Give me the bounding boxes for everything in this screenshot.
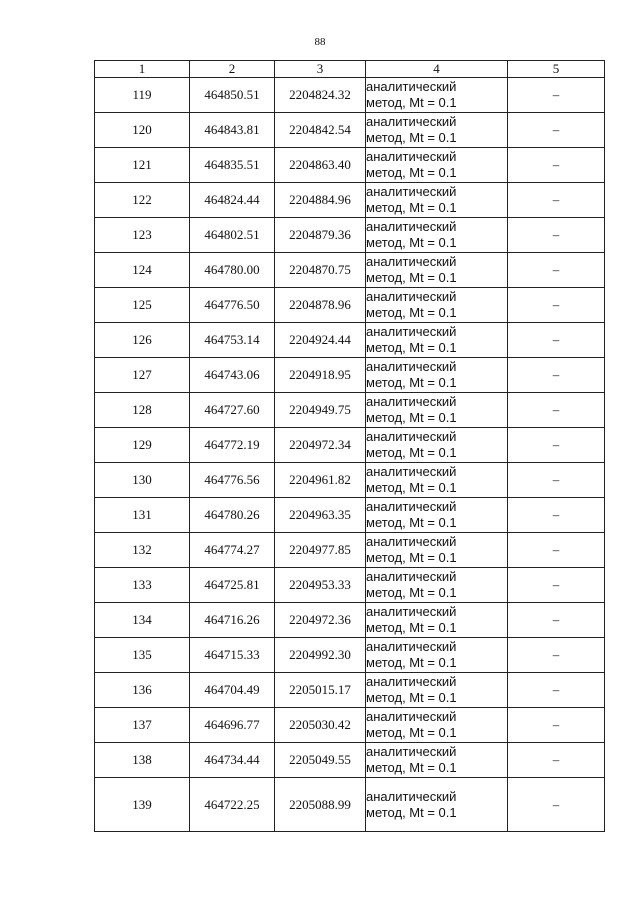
accuracy-dash: – [508, 148, 605, 183]
method-line-2: метод, Mt = 0.1 [366, 165, 457, 180]
accuracy-dash: – [508, 78, 605, 113]
method-line-1: аналитический [366, 429, 457, 444]
x-coordinate: 464753.14 [190, 323, 275, 358]
point-number: 131 [95, 498, 190, 533]
y-coordinate: 2204977.85 [275, 533, 366, 568]
point-number: 127 [95, 358, 190, 393]
accuracy-dash: – [508, 463, 605, 498]
y-coordinate: 2205015.17 [275, 673, 366, 708]
point-number: 138 [95, 743, 190, 778]
table-row [95, 323, 605, 358]
x-coordinate: 464722.25 [190, 778, 275, 832]
y-coordinate: 2205088.99 [275, 778, 366, 832]
method-line-2: метод, Mt = 0.1 [366, 760, 457, 775]
method-line-1: аналитический [366, 219, 457, 234]
x-coordinate: 464743.06 [190, 358, 275, 393]
x-coordinate: 464780.00 [190, 253, 275, 288]
y-coordinate: 2204972.34 [275, 428, 366, 463]
method-line-2: метод, Mt = 0.1 [366, 305, 457, 320]
method-cell [366, 743, 508, 778]
method-line-2: метод, Mt = 0.1 [366, 690, 457, 705]
coordinates-table [94, 60, 605, 832]
method-cell [366, 288, 508, 323]
method-line-1: аналитический [366, 639, 457, 654]
y-coordinate: 2204953.33 [275, 568, 366, 603]
y-coordinate: 2204879.36 [275, 218, 366, 253]
x-coordinate: 464843.81 [190, 113, 275, 148]
method-cell [366, 253, 508, 288]
accuracy-dash: – [508, 218, 605, 253]
x-coordinate: 464835.51 [190, 148, 275, 183]
method-line-2: метод, Mt = 0.1 [366, 620, 457, 635]
point-number: 139 [95, 778, 190, 832]
method-line-1: аналитический [366, 499, 457, 514]
method-line-2: метод, Mt = 0.1 [366, 235, 457, 250]
column-header-5: 5 [508, 61, 605, 78]
method-line-2: метод, Mt = 0.1 [366, 550, 457, 565]
page-number: 88 [314, 36, 326, 48]
point-number: 128 [95, 393, 190, 428]
point-number: 130 [95, 463, 190, 498]
y-coordinate: 2204963.35 [275, 498, 366, 533]
accuracy-dash: – [508, 358, 605, 393]
method-line-1: аналитический [366, 744, 457, 759]
method-line-2: метод, Mt = 0.1 [366, 585, 457, 600]
y-coordinate: 2204949.75 [275, 393, 366, 428]
table-header-row [95, 61, 605, 78]
table-row [95, 113, 605, 148]
table-row [95, 673, 605, 708]
x-coordinate: 464725.81 [190, 568, 275, 603]
method-cell [366, 113, 508, 148]
point-number: 123 [95, 218, 190, 253]
method-cell [366, 603, 508, 638]
method-cell [366, 638, 508, 673]
table-row [95, 568, 605, 603]
method-line-2: метод, Mt = 0.1 [366, 340, 457, 355]
point-number: 121 [95, 148, 190, 183]
accuracy-dash: – [508, 288, 605, 323]
method-line-1: аналитический [366, 149, 457, 164]
method-cell [366, 78, 508, 113]
x-coordinate: 464704.49 [190, 673, 275, 708]
table-row [95, 778, 605, 832]
y-coordinate: 2204972.36 [275, 603, 366, 638]
method-cell [366, 393, 508, 428]
point-number: 122 [95, 183, 190, 218]
table-row [95, 428, 605, 463]
method-line-1: аналитический [366, 114, 457, 129]
table-row [95, 148, 605, 183]
method-cell [366, 323, 508, 358]
method-line-2: метод, Mt = 0.1 [366, 445, 457, 460]
y-coordinate: 2204842.54 [275, 113, 366, 148]
table-row [95, 288, 605, 323]
table-row [95, 253, 605, 288]
y-coordinate: 2204884.96 [275, 183, 366, 218]
method-line-2: метод, Mt = 0.1 [366, 804, 457, 820]
table-row [95, 218, 605, 253]
point-number: 134 [95, 603, 190, 638]
y-coordinate: 2204870.75 [275, 253, 366, 288]
method-cell [366, 218, 508, 253]
method-line-1: аналитический [366, 788, 457, 804]
x-coordinate: 464734.44 [190, 743, 275, 778]
x-coordinate: 464776.50 [190, 288, 275, 323]
accuracy-dash: – [508, 673, 605, 708]
accuracy-dash: – [508, 568, 605, 603]
x-coordinate: 464824.44 [190, 183, 275, 218]
method-line-2: метод, Mt = 0.1 [366, 270, 457, 285]
method-line-2: метод, Mt = 0.1 [366, 655, 457, 670]
y-coordinate: 2204918.95 [275, 358, 366, 393]
table-row [95, 743, 605, 778]
column-header-2: 2 [190, 61, 275, 78]
accuracy-dash: – [508, 183, 605, 218]
accuracy-dash: – [508, 638, 605, 673]
table-row [95, 603, 605, 638]
accuracy-dash: – [508, 113, 605, 148]
method-cell [366, 428, 508, 463]
method-line-1: аналитический [366, 569, 457, 584]
method-line-1: аналитический [366, 464, 457, 479]
column-header-1: 1 [95, 61, 190, 78]
x-coordinate: 464850.51 [190, 78, 275, 113]
method-cell [366, 568, 508, 603]
table-row [95, 358, 605, 393]
point-number: 120 [95, 113, 190, 148]
x-coordinate: 464727.60 [190, 393, 275, 428]
method-line-2: метод, Mt = 0.1 [366, 410, 457, 425]
table-row [95, 393, 605, 428]
accuracy-dash: – [508, 428, 605, 463]
method-line-1: аналитический [366, 324, 457, 339]
method-line-2: метод, Mt = 0.1 [366, 95, 457, 110]
method-line-1: аналитический [366, 534, 457, 549]
method-line-1: аналитический [366, 394, 457, 409]
accuracy-dash: – [508, 498, 605, 533]
accuracy-dash: – [508, 253, 605, 288]
point-number: 132 [95, 533, 190, 568]
method-line-2: метод, Mt = 0.1 [366, 515, 457, 530]
accuracy-dash: – [508, 743, 605, 778]
y-coordinate: 2204878.96 [275, 288, 366, 323]
method-cell [366, 498, 508, 533]
method-line-1: аналитический [366, 254, 457, 269]
point-number: 136 [95, 673, 190, 708]
accuracy-dash: – [508, 533, 605, 568]
method-line-1: аналитический [366, 604, 457, 619]
method-line-1: аналитический [366, 674, 457, 689]
method-line-1: аналитический [366, 709, 457, 724]
method-line-2: метод, Mt = 0.1 [366, 725, 457, 740]
method-cell [366, 358, 508, 393]
point-number: 126 [95, 323, 190, 358]
method-line-2: метод, Mt = 0.1 [366, 480, 457, 495]
method-line-2: метод, Mt = 0.1 [366, 200, 457, 215]
accuracy-dash: – [508, 603, 605, 638]
method-cell [366, 463, 508, 498]
method-line-2: метод, Mt = 0.1 [366, 130, 457, 145]
table-row [95, 638, 605, 673]
x-coordinate: 464716.26 [190, 603, 275, 638]
x-coordinate: 464774.27 [190, 533, 275, 568]
y-coordinate: 2204863.40 [275, 148, 366, 183]
method-line-1: аналитический [366, 79, 457, 94]
method-line-1: аналитический [366, 289, 457, 304]
accuracy-dash: – [508, 708, 605, 743]
x-coordinate: 464776.56 [190, 463, 275, 498]
table-body [95, 78, 605, 832]
x-coordinate: 464802.51 [190, 218, 275, 253]
method-cell [366, 183, 508, 218]
y-coordinate: 2204824.32 [275, 78, 366, 113]
table-row [95, 78, 605, 113]
table-row [95, 498, 605, 533]
table-row [95, 533, 605, 568]
column-header-4: 4 [366, 61, 508, 78]
point-number: 137 [95, 708, 190, 743]
x-coordinate: 464772.19 [190, 428, 275, 463]
method-line-1: аналитический [366, 184, 457, 199]
method-cell [366, 778, 508, 832]
point-number: 119 [95, 78, 190, 113]
method-line-2: метод, Mt = 0.1 [366, 375, 457, 390]
point-number: 124 [95, 253, 190, 288]
column-header-3: 3 [275, 61, 366, 78]
y-coordinate: 2204961.82 [275, 463, 366, 498]
point-number: 135 [95, 638, 190, 673]
accuracy-dash: – [508, 393, 605, 428]
table-row [95, 708, 605, 743]
point-number: 125 [95, 288, 190, 323]
point-number: 129 [95, 428, 190, 463]
y-coordinate: 2205049.55 [275, 743, 366, 778]
method-cell [366, 533, 508, 568]
y-coordinate: 2204992.30 [275, 638, 366, 673]
table-row [95, 183, 605, 218]
accuracy-dash: – [508, 778, 605, 832]
point-number: 133 [95, 568, 190, 603]
y-coordinate: 2204924.44 [275, 323, 366, 358]
method-cell [366, 708, 508, 743]
method-cell [366, 673, 508, 708]
x-coordinate: 464696.77 [190, 708, 275, 743]
x-coordinate: 464780.26 [190, 498, 275, 533]
method-cell [366, 148, 508, 183]
x-coordinate: 464715.33 [190, 638, 275, 673]
table-row [95, 463, 605, 498]
accuracy-dash: – [508, 323, 605, 358]
method-line-1: аналитический [366, 359, 457, 374]
y-coordinate: 2205030.42 [275, 708, 366, 743]
